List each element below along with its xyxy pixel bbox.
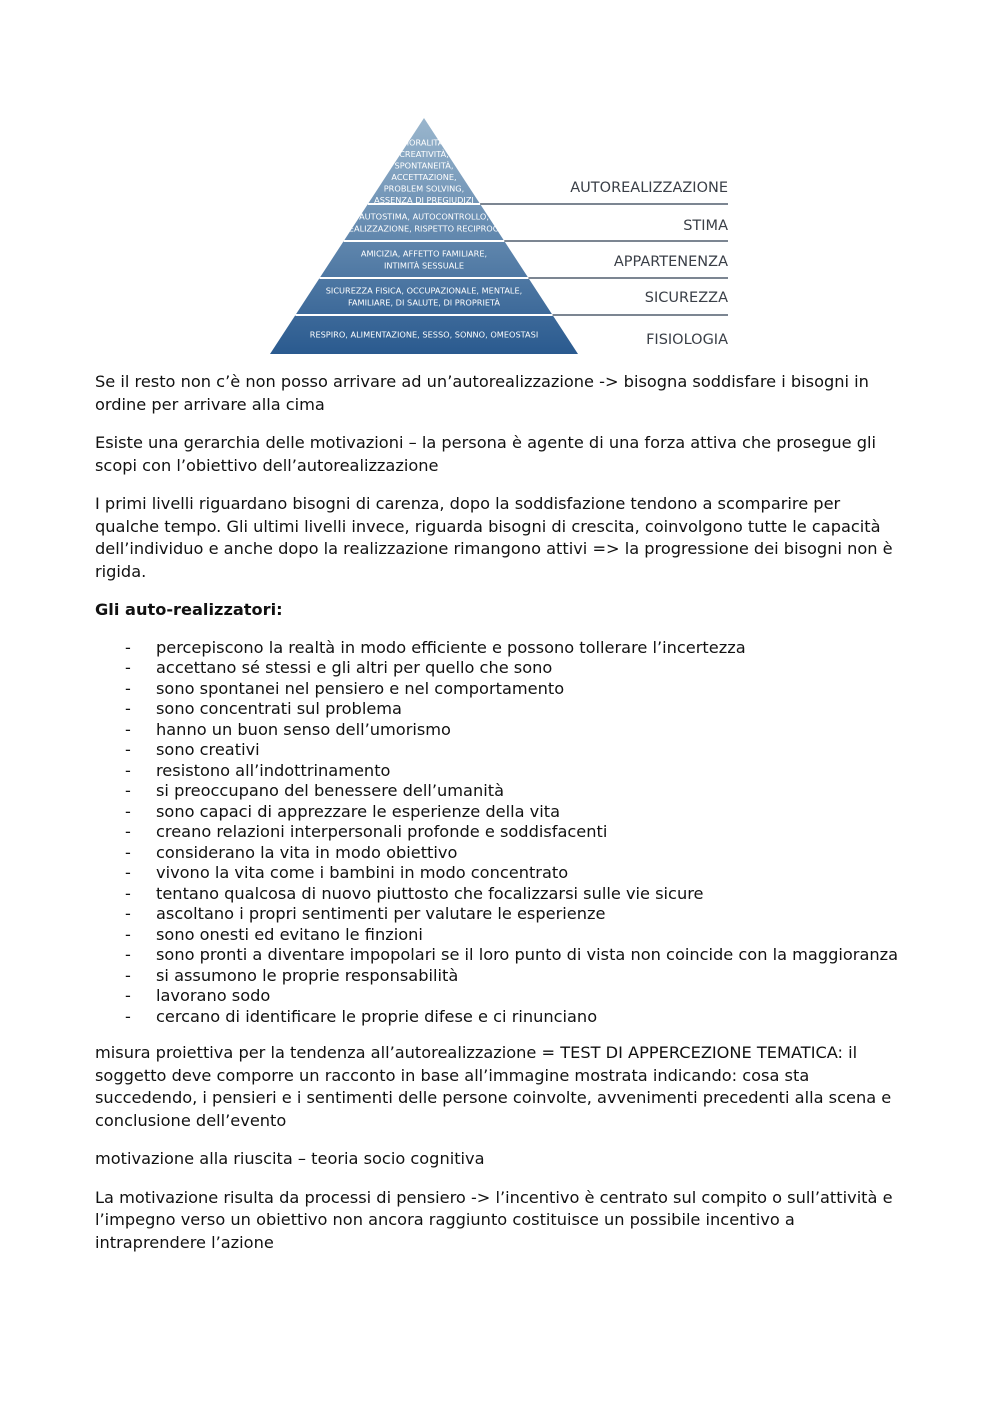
list-item-text: lavorano sodo: [156, 986, 271, 1005]
paragraph-6: La motivazione risulta da processi di pensiero -> l’incentivo è centrato sul compito o sull’attività e l’impegno verso un obiettivo non ancora raggiunto costituisce un possibile incentivo a intraprendere l’azione: [95, 1187, 893, 1252]
bullet-marker: -: [125, 1006, 131, 1026]
bullet-marker: -: [125, 904, 131, 923]
bullet-marker: -: [125, 699, 131, 718]
list-item: [95, 740, 903, 761]
list-item: [95, 986, 903, 1007]
bullet-marker: -: [125, 945, 131, 964]
list-item-text: tentano qualcosa di nuovo piuttosto che focalizzarsi sulle vie sicure: [156, 883, 704, 903]
list-item-text: accettano sé stessi e gli altri per quello che sono: [156, 658, 553, 677]
bullet-list: [95, 638, 903, 1028]
list-item: [95, 884, 903, 905]
pyramid-level-label: SICUREZZA: [644, 290, 728, 306]
bullet-marker: -: [125, 822, 131, 841]
bullet-marker: -: [125, 760, 131, 780]
pyramid-level-text: ASSENZA DI PREGIUDIZI: [374, 194, 474, 205]
pyramid-level-label: AUTOREALIZZAZIONE: [570, 180, 728, 196]
pyramid-level-text: FAMILIARE, DI SALUTE, DI PROPRIETÀ: [347, 297, 501, 308]
paragraph-5: motivazione alla riuscita – teoria socio cognitiva: [95, 1149, 485, 1168]
list-item-text: percepiscono la realtà in modo efficiente e possono tollerare l’incertezza: [156, 637, 746, 657]
list-item: [95, 720, 903, 741]
list-item: [95, 843, 903, 864]
list-item-text: si assumono le proprie responsabilità: [156, 965, 459, 985]
bullet-marker: -: [125, 924, 131, 944]
list-item-text: sono concentrati sul problema: [156, 699, 402, 718]
pyramid-level-text: SPONTANEITÀ,: [394, 160, 454, 171]
list-item: [95, 1007, 903, 1028]
bullet-marker: -: [125, 883, 131, 903]
pyramid-level-text: CREATIVITÀ,: [399, 148, 449, 159]
list-item: [95, 761, 903, 782]
list-item: [95, 638, 903, 659]
bullet-marker: -: [125, 637, 131, 657]
list-item-text: si preoccupano del benessere dell’umanità: [156, 781, 504, 800]
pyramid-level-label: STIMA: [683, 218, 728, 234]
list-item: [95, 966, 903, 987]
pyramid-level-text: AUTOSTIMA, AUTOCONTROLLO,: [359, 211, 489, 222]
list-item: [95, 679, 903, 700]
paragraph-1: Se il resto non c’è non posso arrivare ad un’autorealizzazione -> bisogna soddisfare i bisogni in ordine per arrivare alla cima: [95, 372, 869, 414]
list-item-text: ascoltano i propri sentimenti per valutare le esperienze: [156, 904, 606, 923]
list-item: [95, 802, 903, 823]
list-item-text: hanno un buon senso dell’umorismo: [156, 719, 451, 739]
list-item: [95, 925, 903, 946]
list-item-text: resistono all’indottrinamento: [156, 760, 391, 780]
document-body: [95, 371, 903, 1270]
bullet-marker: -: [125, 801, 131, 821]
paragraph-4: misura proiettiva per la tendenza all’autorealizzazione = TEST DI APPERCEZIONE TEMATICA: il soggetto deve comporre un racconto in base all’immagine mostrata indicando: cosa sta succedendo, i pensieri e i sentimenti delle persone coinvolte, avvenimenti precedenti alla scena e conclusione dell’evento: [95, 1043, 892, 1130]
paragraph-3: I primi livelli riguardano bisogni di carenza, dopo la soddisfazione tendono a scomparire per qualche tempo. Gli ultimi livelli invece, riguarda bisogni di crescita, coinvolgono tutte le capacità dell’individuo e anche dopo la realizzazione rimangono attivi => la progressione dei bisogni non è rigida.: [95, 494, 893, 581]
list-item: [95, 822, 903, 843]
list-item: [95, 781, 903, 802]
list-item: [95, 699, 903, 720]
list-item-text: vivono la vita come i bambini in modo concentrato: [156, 863, 569, 882]
pyramid-level-text: PROBLEM SOLVING,: [383, 183, 465, 194]
pyramid-svg: [266, 112, 736, 360]
list-item-text: sono pronti a diventare impopolari se il loro punto di vista non coincide con la maggioranza: [156, 945, 899, 964]
pyramid-level-text: AMICIZIA, AFFETTO FAMILIARE,: [360, 248, 488, 259]
list-item: [95, 945, 903, 966]
pyramid-level-text: MORALITÀ,: [401, 137, 447, 148]
pyramid-level-text: RESPIRO, ALIMENTAZIONE, SESSO, SONNO, OMEOSTASI: [309, 329, 539, 340]
list-item-text: sono onesti ed evitano le finzioni: [156, 924, 423, 944]
list-item: [95, 658, 903, 679]
bullet-marker: -: [125, 986, 131, 1005]
section-heading: Gli auto-realizzatori:: [95, 600, 283, 619]
pyramid-level-text: REALIZZAZIONE, RISPETTO RECIPROCO: [343, 223, 505, 234]
list-item-text: sono spontanei nel pensiero e nel comportamento: [156, 678, 565, 698]
bullet-marker: -: [125, 965, 131, 985]
pyramid-level-text: INTIMITÀ SESSUALE: [383, 260, 465, 271]
list-item: [95, 904, 903, 925]
list-item-text: sono creativi: [156, 740, 260, 759]
bullet-marker: -: [125, 781, 131, 800]
list-item: [95, 863, 903, 884]
bullet-marker: -: [125, 678, 131, 698]
bullet-marker: -: [125, 719, 131, 739]
bullet-marker: -: [125, 863, 131, 882]
bullet-marker: -: [125, 740, 131, 759]
bullet-marker: -: [125, 658, 131, 677]
pyramid-level-text: SICUREZZA FISICA, OCCUPAZIONALE, MENTALE,: [325, 285, 523, 296]
bullet-marker: -: [125, 842, 131, 862]
list-item-text: sono capaci di apprezzare le esperienze della vita: [156, 801, 561, 821]
paragraph-2: Esiste una gerarchia delle motivazioni – la persona è agente di una forza attiva che prosegue gli scopi con l’obiettivo dell’autorealizzazione: [95, 433, 877, 475]
list-item-text: considerano la vita in modo obiettivo: [156, 842, 458, 862]
maslow-pyramid-figure: [266, 112, 736, 360]
pyramid-level-text: ACCETTAZIONE,: [391, 171, 457, 182]
list-item-text: cercano di identificare le proprie difese e ci rinunciano: [156, 1006, 598, 1026]
list-item-text: creano relazioni interpersonali profonde e soddisfacenti: [156, 822, 608, 841]
pyramid-level-label: FISIOLOGIA: [646, 332, 728, 348]
pyramid-level-label: APPARTENENZA: [613, 254, 728, 270]
